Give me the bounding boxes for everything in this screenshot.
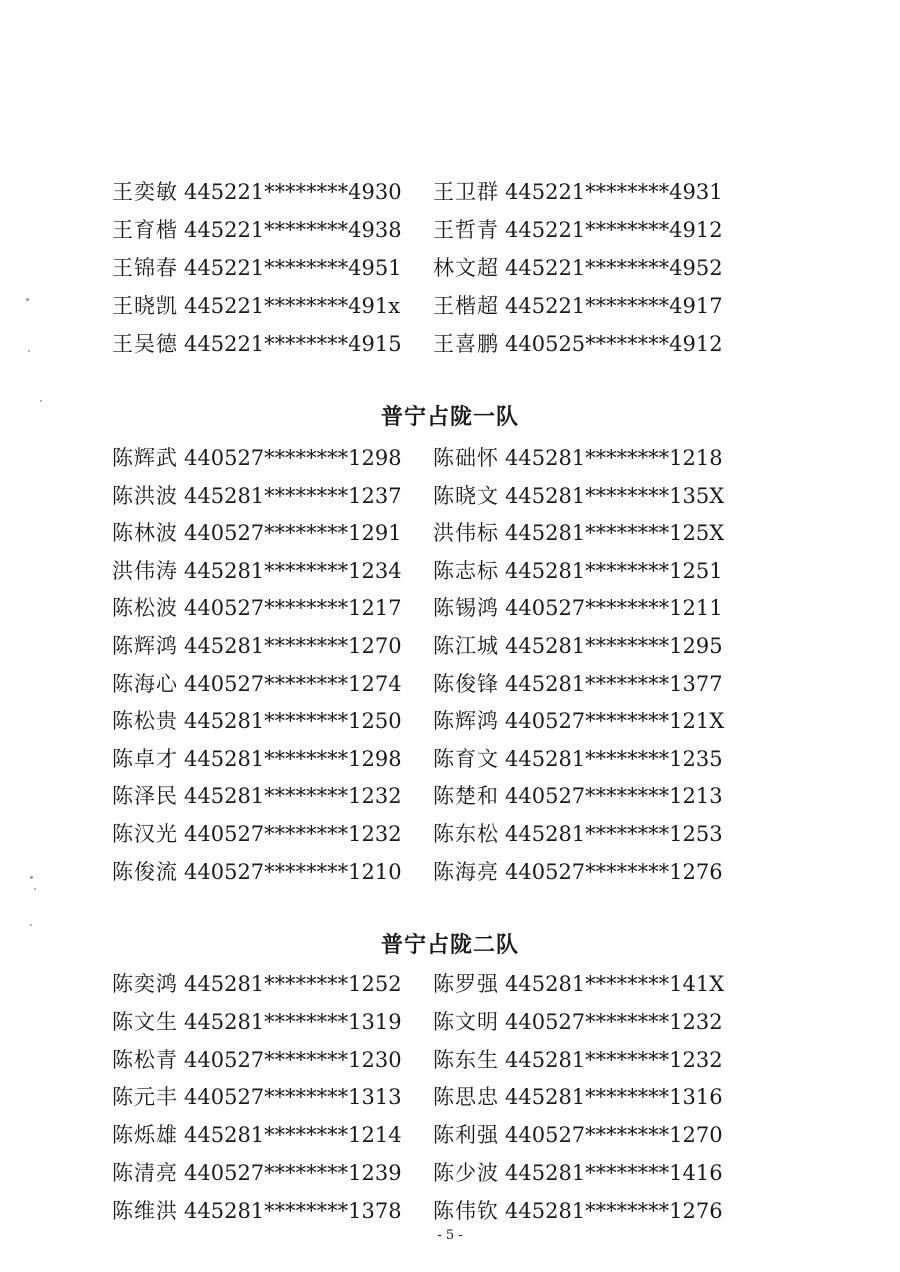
roster-entry <box>433 478 743 514</box>
id-number: 445281********1234 <box>184 558 402 583</box>
person-name: 陈松贵 <box>112 709 178 734</box>
id-number: 445281********1232 <box>505 1047 723 1072</box>
roster-row <box>0 1004 900 1040</box>
scan-speck <box>30 876 33 879</box>
person-name: 陈锡鸿 <box>433 596 499 621</box>
roster-entry <box>433 212 743 248</box>
roster-row <box>0 1079 900 1115</box>
person-name: 陈洪波 <box>112 483 178 508</box>
roster-row <box>0 703 900 739</box>
roster-entry <box>433 590 743 626</box>
person-name: 王卫群 <box>433 180 499 204</box>
person-name: 洪伟涛 <box>112 558 178 583</box>
id-number: 445281********1319 <box>184 1009 402 1034</box>
roster-entry <box>433 288 743 324</box>
id-number: 445281********1253 <box>505 822 723 846</box>
roster-entry <box>112 212 422 248</box>
person-name: 陈东生 <box>433 1047 499 1072</box>
id-number: 445281********125X <box>505 521 725 546</box>
roster-row <box>0 628 900 664</box>
id-number: 440527********1276 <box>505 859 723 884</box>
roster-entry <box>112 666 422 702</box>
id-number: 440527********1270 <box>505 1123 723 1148</box>
scan-speck <box>34 888 36 890</box>
id-number: 445281********1237 <box>184 483 402 508</box>
roster-entry <box>112 174 422 210</box>
roster-row <box>0 174 900 210</box>
roster-entry <box>112 1193 422 1229</box>
team2-heading: 普宁占陇二队 <box>380 932 519 958</box>
roster-row <box>0 1193 900 1229</box>
person-name: 陈文生 <box>112 1009 178 1034</box>
person-name: 陈辉鸿 <box>433 709 499 734</box>
person-name: 陈少波 <box>433 1161 499 1185</box>
person-name: 王吴德 <box>112 332 178 356</box>
roster-entry <box>433 515 743 551</box>
id-number: 440527********1239 <box>184 1161 402 1185</box>
person-name: 王晓凯 <box>112 294 178 318</box>
person-name: 陈江城 <box>433 634 499 658</box>
person-name: 陈烁雄 <box>112 1123 178 1148</box>
roster-entry <box>112 966 422 1002</box>
person-name: 陈元丰 <box>112 1085 178 1110</box>
id-number: 445221********4930 <box>184 180 402 204</box>
person-name: 洪伟标 <box>433 521 499 546</box>
id-number: 445221********4917 <box>505 294 723 318</box>
id-number: 440527********1210 <box>184 859 402 884</box>
id-number: 445281********141X <box>505 972 725 996</box>
roster-entry <box>433 440 743 476</box>
person-name: 陈文明 <box>433 1009 499 1034</box>
person-name: 陈东松 <box>433 822 499 846</box>
roster-entry <box>433 553 743 589</box>
id-number: 440527********1232 <box>505 1009 723 1034</box>
id-number: 445221********4915 <box>184 332 402 356</box>
person-name: 陈思忠 <box>433 1085 499 1110</box>
roster-entry <box>433 854 743 890</box>
id-number: 445281********1250 <box>184 709 402 734</box>
roster-row <box>0 1117 900 1153</box>
person-name: 陈海亮 <box>433 859 499 884</box>
id-number: 445221********4931 <box>505 180 723 204</box>
person-name: 王楷超 <box>433 294 499 318</box>
id-number: 445281********1235 <box>505 746 723 771</box>
id-number: 440527********1213 <box>505 784 723 809</box>
person-name: 陈泽民 <box>112 784 178 809</box>
roster-row <box>0 854 900 890</box>
roster-entry <box>112 741 422 777</box>
person-name: 陈辉鸿 <box>112 634 178 658</box>
roster-entry <box>433 816 743 852</box>
roster-entry <box>112 440 422 476</box>
roster-entry <box>112 250 422 286</box>
id-number: 445281********1251 <box>505 558 723 583</box>
id-number: 440527********1211 <box>505 596 723 621</box>
id-number: 445281********1316 <box>505 1085 723 1110</box>
id-number: 445221********4912 <box>505 218 723 242</box>
roster-entry <box>433 666 743 702</box>
roster-row <box>0 741 900 777</box>
person-name: 陈罗强 <box>433 972 499 996</box>
person-name: 陈俊流 <box>112 859 178 884</box>
roster-entry <box>112 326 422 362</box>
person-name: 林文超 <box>433 256 499 280</box>
scan-speck <box>28 350 30 352</box>
person-name: 陈林波 <box>112 521 178 546</box>
roster-entry <box>112 553 422 589</box>
roster-row <box>0 816 900 852</box>
id-number: 440527********1298 <box>184 446 402 470</box>
id-number: 440527********1217 <box>184 596 402 621</box>
roster-entry <box>112 478 422 514</box>
person-name: 王奕敏 <box>112 180 178 204</box>
roster-entry <box>433 778 743 814</box>
roster-row <box>0 288 900 324</box>
roster-row <box>0 590 900 626</box>
roster-entry <box>433 741 743 777</box>
person-name: 陈楚和 <box>433 784 499 809</box>
roster-row <box>0 666 900 702</box>
scan-speck <box>40 400 42 402</box>
roster-entry <box>112 288 422 324</box>
roster-entry <box>112 778 422 814</box>
roster-row <box>0 778 900 814</box>
person-name: 陈海心 <box>112 671 178 696</box>
person-name: 陈维洪 <box>112 1198 178 1223</box>
id-number: 445281********1295 <box>505 634 723 658</box>
person-name: 陈清亮 <box>112 1161 178 1185</box>
id-number: 445221********491x <box>184 294 401 318</box>
roster-entry <box>433 628 743 664</box>
id-number: 445221********4951 <box>184 256 402 280</box>
id-number: 445281********1232 <box>184 784 402 809</box>
person-name: 陈志标 <box>433 558 499 583</box>
person-name: 陈汉光 <box>112 822 178 846</box>
roster-entry <box>112 1155 422 1191</box>
id-number: 440527********1230 <box>184 1047 402 1072</box>
roster-entry <box>433 174 743 210</box>
roster-row <box>0 478 900 514</box>
roster-row <box>0 326 900 362</box>
roster-entry <box>433 326 743 362</box>
id-number: 445281********1276 <box>505 1198 723 1223</box>
roster-entry <box>112 590 422 626</box>
roster-entry <box>433 966 743 1002</box>
roster-entry <box>112 703 422 739</box>
person-name: 陈卓才 <box>112 746 178 771</box>
roster-entry <box>112 1042 422 1078</box>
id-number: 445281********1416 <box>505 1161 723 1185</box>
person-name: 陈育文 <box>433 746 499 771</box>
id-number: 445281********1252 <box>184 972 402 996</box>
id-number: 445281********1214 <box>184 1123 402 1148</box>
id-number: 440527********1313 <box>184 1085 402 1110</box>
roster-row <box>0 1155 900 1191</box>
roster-entry <box>433 1155 743 1191</box>
id-number: 440527********1274 <box>184 671 402 696</box>
scan-speck <box>26 298 29 301</box>
roster-entry <box>433 1079 743 1115</box>
person-name: 王喜鹏 <box>433 332 499 356</box>
id-number: 445281********1377 <box>505 671 723 696</box>
roster-entry <box>433 1042 743 1078</box>
roster-entry <box>433 1193 743 1229</box>
person-name: 陈利强 <box>433 1123 499 1148</box>
id-number: 445281********135X <box>505 483 725 508</box>
roster-row <box>0 440 900 476</box>
roster-entry <box>433 1117 743 1153</box>
id-number: 440527********1291 <box>184 521 402 546</box>
id-number: 445281********1298 <box>184 746 402 771</box>
person-name: 王锦春 <box>112 256 178 280</box>
roster-entry <box>112 515 422 551</box>
team1-heading: 普宁占陇一队 <box>380 404 519 430</box>
roster-row <box>0 1042 900 1078</box>
roster-entry <box>112 1117 422 1153</box>
id-number: 440527********121X <box>505 709 725 734</box>
roster-entry <box>112 628 422 664</box>
id-number: 440527********1232 <box>184 822 402 846</box>
id-number: 445221********4938 <box>184 218 402 242</box>
roster-entry <box>112 816 422 852</box>
roster-row <box>0 966 900 1002</box>
id-number: 445281********1218 <box>505 446 723 470</box>
person-name: 陈础怀 <box>433 446 499 470</box>
id-number: 440525********4912 <box>505 332 723 356</box>
person-name: 陈伟钦 <box>433 1198 499 1223</box>
person-name: 王哲青 <box>433 218 499 242</box>
page-number: - 5 - <box>437 1228 463 1243</box>
roster-row <box>0 515 900 551</box>
roster-entry <box>433 703 743 739</box>
person-name: 陈晓文 <box>433 483 499 508</box>
roster-row <box>0 212 900 248</box>
person-name: 陈松青 <box>112 1047 178 1072</box>
roster-row <box>0 553 900 589</box>
roster-entry <box>433 1004 743 1040</box>
roster-entry <box>112 1079 422 1115</box>
roster-row <box>0 250 900 286</box>
person-name: 陈俊锋 <box>433 671 499 696</box>
id-number: 445221********4952 <box>505 256 723 280</box>
id-number: 445281********1378 <box>184 1198 402 1223</box>
person-name: 陈奕鸿 <box>112 972 178 996</box>
roster-entry <box>112 854 422 890</box>
id-number: 445281********1270 <box>184 634 402 658</box>
person-name: 陈辉武 <box>112 446 178 470</box>
roster-entry <box>433 250 743 286</box>
person-name: 陈松波 <box>112 596 178 621</box>
person-name: 王育楷 <box>112 218 178 242</box>
scan-speck <box>30 924 32 926</box>
roster-entry <box>112 1004 422 1040</box>
